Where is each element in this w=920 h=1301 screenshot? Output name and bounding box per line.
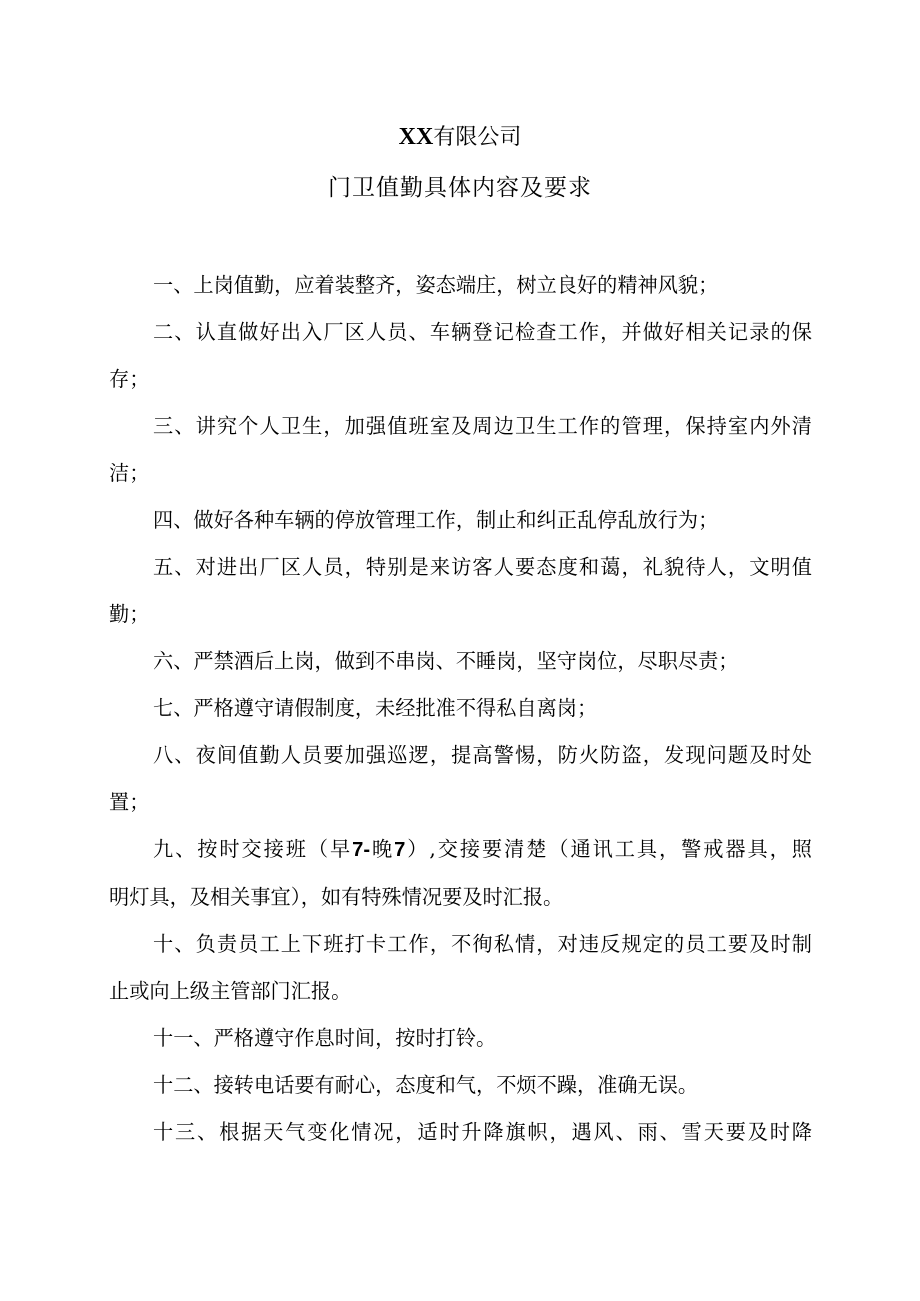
item-line: 一、上岗值勤，应着装整齐，姿态端庄，树立良好的精神风貌； — [153, 273, 719, 297]
list-item — [109, 497, 812, 544]
item-text: ）,交接要清楚（通讯工具，警戒器具，照 — [405, 837, 812, 861]
list-item — [109, 685, 812, 732]
company-suffix: 有限公司 — [433, 125, 522, 150]
item-line — [109, 826, 812, 874]
item-line: 十一、严格遵守作息时间，按时打铃。 — [153, 1026, 497, 1050]
item-text: 晚 — [370, 837, 395, 861]
document-body — [109, 262, 812, 1156]
item-line: 十二、接转电话要有耐心，态度和气，不烦不躁，准确无误。 — [153, 1073, 699, 1097]
item-line: 置； — [109, 790, 150, 814]
item-line: 六、严禁酒后上岗，做到不串岗、不睡岗，坚守岗位，尽职尽责； — [153, 649, 739, 673]
item-line: 止或向上级主管部门汇报。 — [109, 979, 352, 1003]
item-number: 7- — [352, 839, 371, 861]
list-item — [109, 1109, 812, 1156]
list-item — [109, 403, 812, 497]
item-number: 7 — [394, 839, 406, 861]
item-line: 存； — [109, 367, 150, 391]
list-item — [109, 921, 812, 1015]
item-line: 明灯具，及相关事宜），如有特殊情况要及时汇报。 — [109, 885, 564, 909]
company-prefix: XX — [398, 124, 434, 150]
item-line: 勤； — [109, 602, 150, 626]
list-item — [109, 1062, 812, 1109]
item-line: 十三、根据天气变化情况，适时升降旗帜，遇风、雨、雪天要及时降 — [153, 1120, 812, 1144]
item-text: 九、按时交接班（早 — [153, 837, 353, 861]
item-line: 三、讲究个人卫生，加强值班室及周边卫生工作的管理，保持室内外清 — [153, 414, 812, 438]
list-item — [109, 638, 812, 685]
item-line: 四、做好各种车辆的停放管理工作，制止和纠正乱停乱放行为； — [153, 508, 719, 532]
item-line: 十、负责员工上下班打卡工作，不徇私情，对违反规定的员工要及时制 — [153, 932, 812, 956]
list-item — [109, 1015, 812, 1062]
item-line: 洁； — [109, 461, 150, 485]
document-title: 门卫值勤具体内容及要求 — [328, 175, 592, 201]
company-name — [0, 121, 920, 154]
list-item — [109, 309, 812, 403]
item-line: 七、严格遵守请假制度，未经批准不得私自离岗； — [153, 696, 598, 720]
item-line: 二、认直做好出入厂区人员、车辆登记检查工作，并做好相关记录的保 — [153, 320, 812, 344]
list-item — [109, 826, 812, 921]
list-item — [109, 732, 812, 826]
list-item — [109, 262, 812, 309]
item-line: 八、夜间值勤人员要加强巡逻，提高警惕，防火防盗，发现问题及时处 — [153, 743, 812, 767]
list-item — [109, 544, 812, 638]
item-line: 五、对进出厂区人员，特别是来访客人要态度和蔼，礼貌待人，文明值 — [153, 555, 812, 579]
